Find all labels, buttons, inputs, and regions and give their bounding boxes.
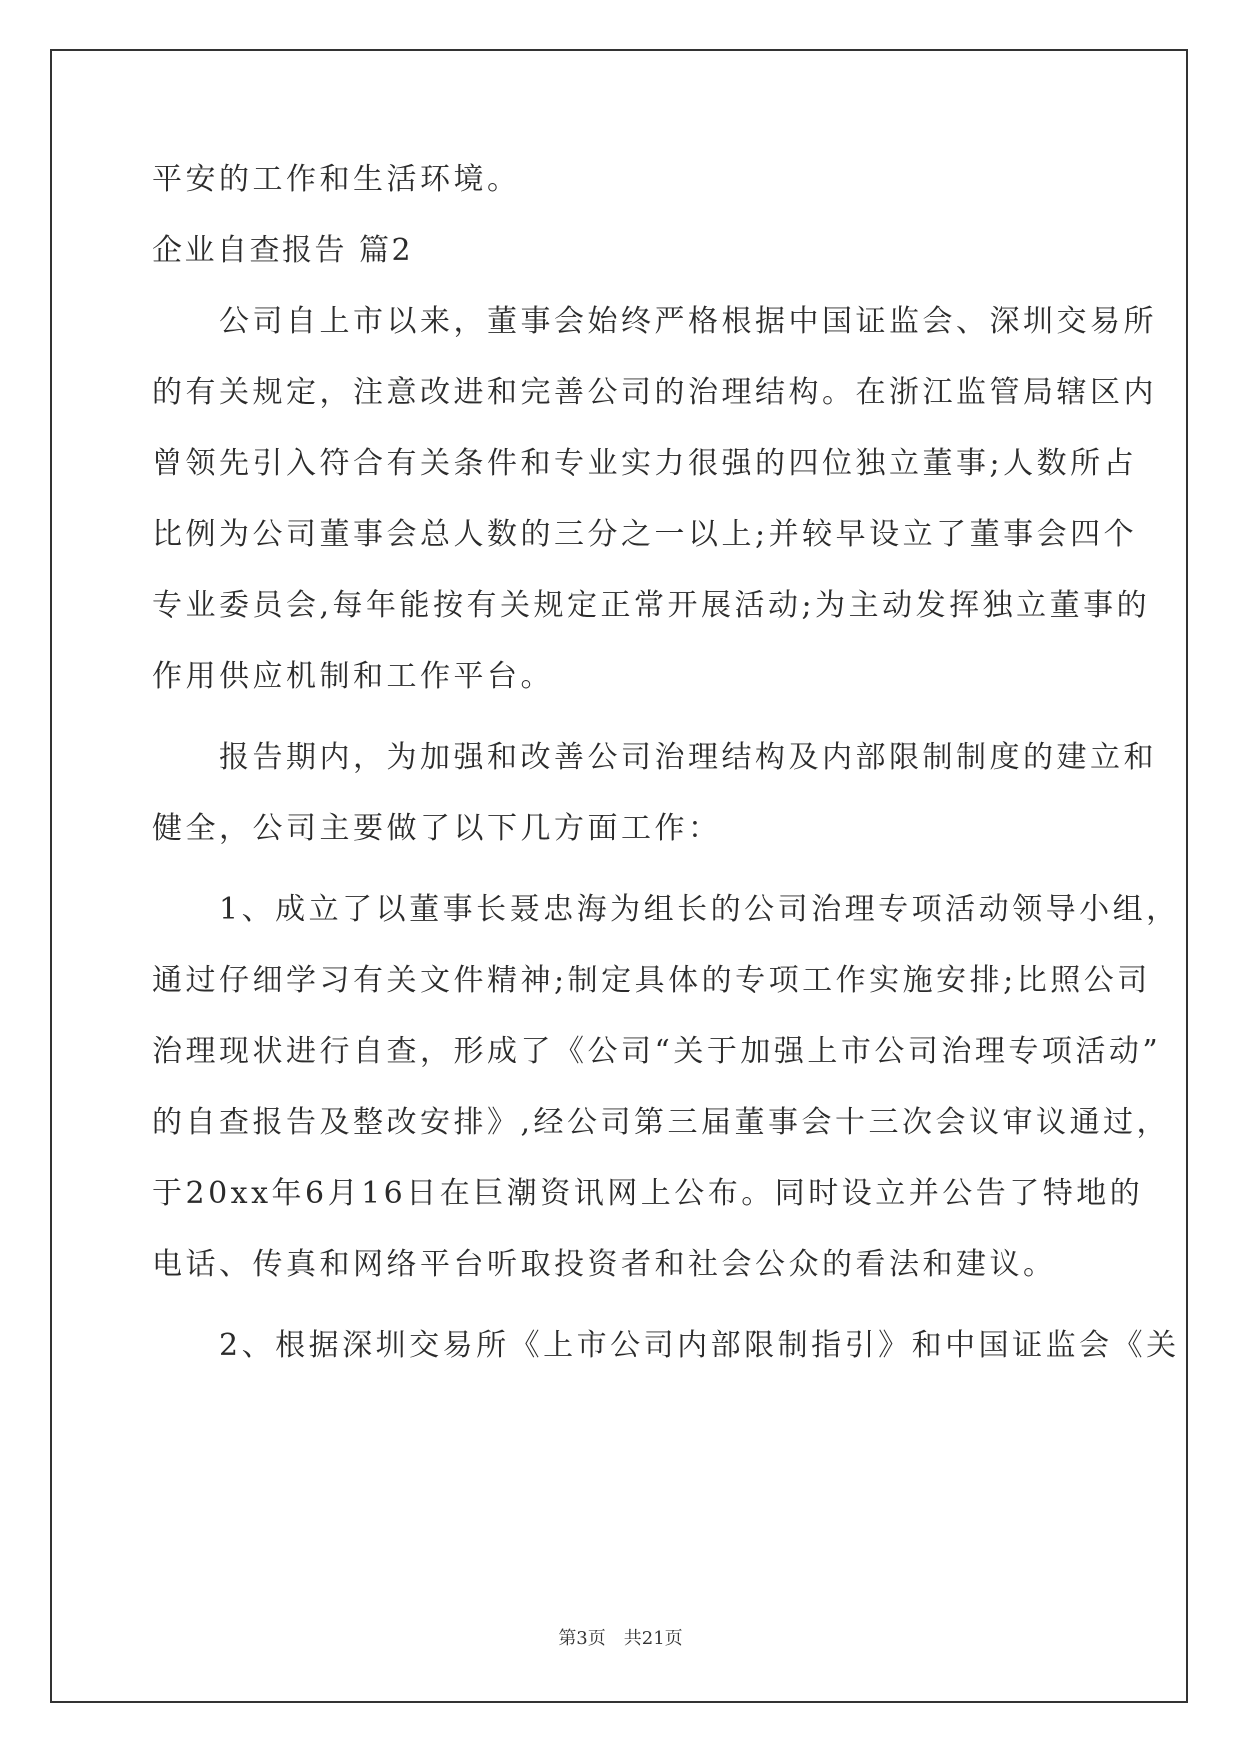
body-line-12: 通过仔细学习有关文件精神;制定具体的专项工作实施安排;比照公司 <box>152 963 1151 998</box>
body-line-8: 作用供应机制和工作平台。 <box>152 659 554 694</box>
body-line-6: 比例为公司董事会总人数的三分之一以上;并较早设立了董事会四个 <box>152 517 1138 552</box>
body-line-13: 治理现状进行自查，形成了《公司“关于加强上市公司治理专项活动” <box>152 1034 1162 1069</box>
total-pages: 共21页 <box>623 1628 683 1649</box>
body-line-11: 1、成立了以董事长聂忠海为组长的公司治理专项活动领导小组， <box>152 892 1180 927</box>
section-heading: 企业自查报告 篇2 <box>152 233 414 268</box>
body-line-9: 报告期内，为加强和改善公司治理结构及内部限制制度的建立和 <box>152 740 1157 775</box>
page-footer <box>0 1627 1241 1651</box>
body-line-4: 的有关规定，注意改进和完善公司的治理结构。在浙江监管局辖区内 <box>152 375 1157 410</box>
body-line-3: 公司自上市以来，董事会始终严格根据中国证监会、深圳交易所 <box>152 304 1157 339</box>
body-line-16: 电话、传真和网络平台听取投资者和社会公众的看法和建议。 <box>152 1247 1057 1282</box>
body-line-7: 专业委员会,每年能按有关规定正常开展活动;为主动发挥独立董事的 <box>152 588 1151 623</box>
body-line-10: 健全，公司主要做了以下几方面工作： <box>152 811 722 846</box>
body-line-5: 曾领先引入符合有关条件和专业实力很强的四位独立董事;人数所占 <box>152 446 1138 481</box>
body-line-1: 平安的工作和生活环境。 <box>152 162 521 197</box>
page-border <box>50 49 1188 1703</box>
body-line-14: 的自查报告及整改安排》,经公司第三届董事会十三次会议审议通过， <box>152 1105 1171 1140</box>
body-line-17: 2、根据深圳交易所《上市公司内部限制指引》和中国证监会《关 <box>152 1328 1180 1363</box>
page-number: 第3页 <box>558 1628 606 1649</box>
body-line-15: 于20xx年6月16日在巨潮资讯网上公布。同时设立并公告了特地的 <box>152 1176 1144 1211</box>
